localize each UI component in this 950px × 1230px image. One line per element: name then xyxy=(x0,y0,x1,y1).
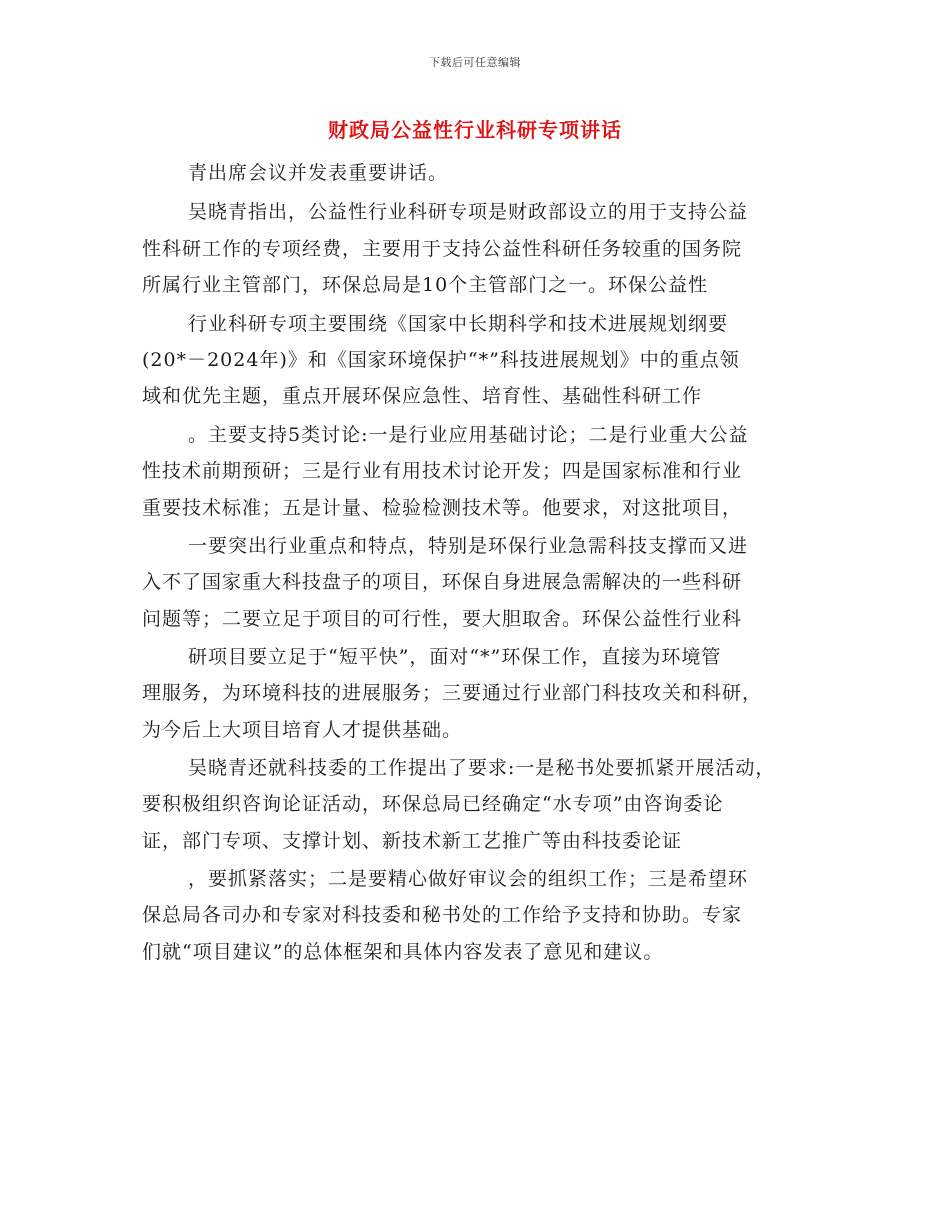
paragraph-line: 。主要支持5类讨论:一是行业应用基础讨论；二是行业重大公益 xyxy=(188,424,749,446)
paragraph-line: 为今后上大项目培育人才提供基础。 xyxy=(142,719,463,741)
paragraph-line: 们就“项目建议”的总体框架和具体内容发表了意见和建议。 xyxy=(142,941,664,963)
paragraph-line: 保总局各司办和专家对科技委和秘书处的工作给予支持和协助。专家 xyxy=(142,904,743,926)
header-note: 下载后可任意编辑 xyxy=(429,56,521,69)
paragraph-line: 入不了国家重大科技盘子的项目，环保自身进展急需解决的一些科研 xyxy=(142,571,743,593)
paragraph-line: 研项目要立足于“短平快”，面对“*”环保工作，直接为环境管 xyxy=(188,646,722,668)
paragraph-line: 一要突出行业重点和特点，特别是环保行业急需科技支撑而又进 xyxy=(188,535,749,557)
paragraph-line: 吴晓青指出，公益性行业科研专项是财政部设立的用于支持公益 xyxy=(188,201,749,223)
paragraph-line: 吴晓青还就科技委的工作提出了要求:一是秘书处要抓紧开展活动， xyxy=(188,757,776,779)
paragraph-line: (20*－2024年)》和《国家环境保护“*”科技进展规划》中的重点领 xyxy=(142,349,740,371)
paragraph-line: ，要抓紧落实；二是要精心做好审议会的组织工作；三是希望环 xyxy=(188,868,749,890)
paragraph-line: 重要技术标准；五是计量、检验检测技术等。他要求，对这批项目， xyxy=(142,497,743,519)
paragraph-line: 所属行业主管部门，环保总局是10个主管部门之一。环保公益性 xyxy=(142,274,709,296)
paragraph-line: 域和优先主题，重点开展环保应急性、培育性、基础性科研工作 xyxy=(142,385,703,407)
paragraph-line: 证，部门专项、支撑计划、新技术新工艺推广等由科技委论证 xyxy=(142,830,683,852)
paragraph-line: 性科研工作的专项经费，主要用于支持公益性科研任务较重的国务院 xyxy=(142,238,743,260)
paragraph-line: 性技术前期预研；三是行业有用技术讨论开发；四是国家标准和行业 xyxy=(142,460,743,482)
paragraph-line: 理服务，为环境科技的进展服务；三要通过行业部门科技攻关和科研， xyxy=(142,682,763,704)
document-title: 财政局公益性行业科研专项讲话 xyxy=(328,118,622,142)
paragraph-line: 行业科研专项主要围绕《国家中长期科学和技术进展规划纲要 xyxy=(188,313,729,335)
paragraph-line: 问题等；二要立足于项目的可行性，要大胆取舍。环保公益性行业科 xyxy=(142,608,743,630)
paragraph-line: 要积极组织咨询论证活动，环保总局已经确定“水专项”由咨询委论 xyxy=(142,793,724,815)
paragraph-line: 青出席会议并发表重要讲话。 xyxy=(188,162,449,184)
